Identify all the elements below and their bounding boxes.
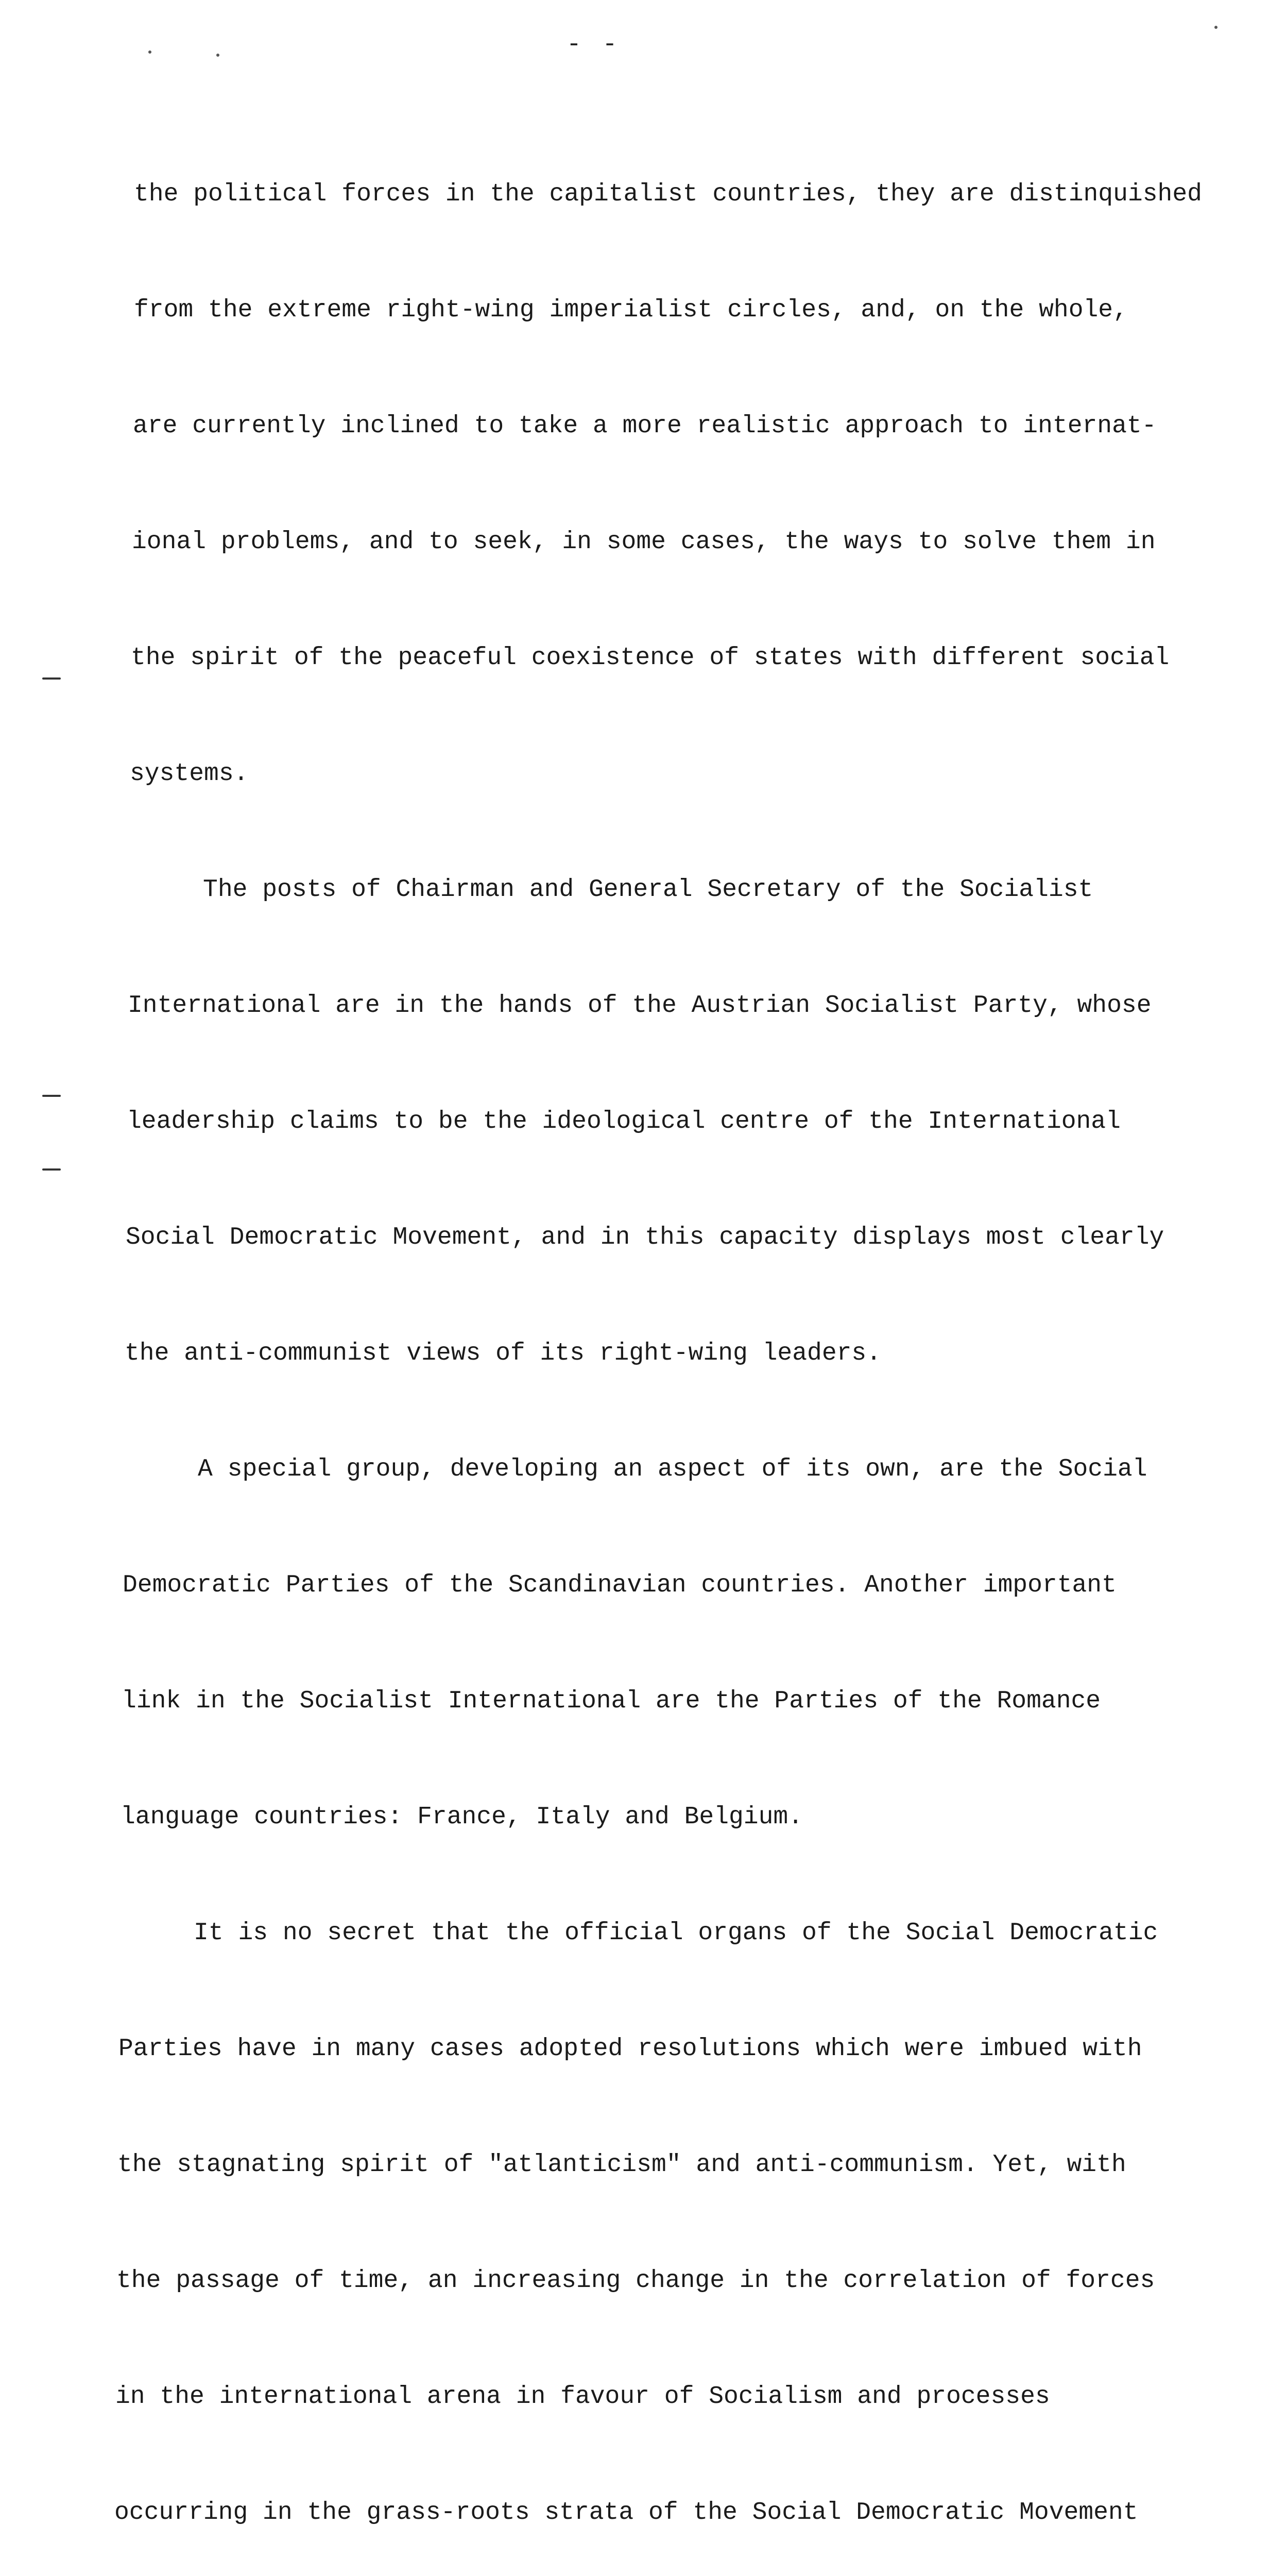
text-line: link in the Socialist International are the Parties of the Romance — [122, 1687, 1101, 1715]
scan-speck — [1214, 26, 1217, 29]
scan-speck — [216, 54, 219, 57]
body-text — [113, 98, 1236, 2576]
text-line: Parties have in many cases adopted resolutions which were imbued with — [118, 2035, 1142, 2063]
margin-mark — [42, 1095, 61, 1097]
text-line: leadership claims to be the ideological centre of the International — [127, 1108, 1121, 1136]
text-line: are currently inclined to take a more realistic approach to internat- — [133, 412, 1157, 440]
page-number-mark: - - — [567, 31, 621, 59]
text-line: occurring in the grass-roots strata of the Social Democratic Movement — [114, 2499, 1138, 2527]
margin-mark — [42, 1168, 61, 1171]
scan-speck — [148, 50, 151, 54]
text-line: language countries: France, Italy and Belgium. — [121, 1803, 803, 1831]
text-line: International are in the hands of the Austrian Socialist Party, whose — [128, 992, 1152, 1020]
text-line: in the international arena in favour of Socialism and processes — [115, 2383, 1050, 2411]
text-line: the spirit of the peaceful coexistence of states with different social — [131, 644, 1170, 672]
text-line: from the extreme right-wing imperialist circles, and, on the whole, — [134, 296, 1128, 324]
text-line: A special group, developing an aspect of its own, are the Social — [124, 1455, 1147, 1483]
text-line: the stagnating spirit of "atlanticism" and anti-communism. Yet, with — [117, 2151, 1126, 2179]
text-line: It is no secret that the official organs of the Social Democratic — [119, 1919, 1158, 1947]
text-line: the anti-communist views of its right-wing leaders. — [125, 1340, 882, 1367]
text-line: systems. — [130, 760, 249, 788]
text-line: the passage of time, an increasing change in the correlation of forces — [116, 2267, 1155, 2295]
text-line: ional problems, and to seek, in some cases, the ways to solve them in — [132, 528, 1156, 556]
text-line: The posts of Chairman and General Secretary of the Socialist — [129, 876, 1093, 904]
text-line: the political forces in the capitalist countries, they are distinquished — [134, 180, 1202, 208]
text-line: Democratic Parties of the Scandinavian countries. Another important — [123, 1571, 1117, 1599]
text-line: Social Democratic Movement, and in this capacity displays most clearly — [126, 1224, 1164, 1251]
margin-mark — [42, 677, 61, 680]
